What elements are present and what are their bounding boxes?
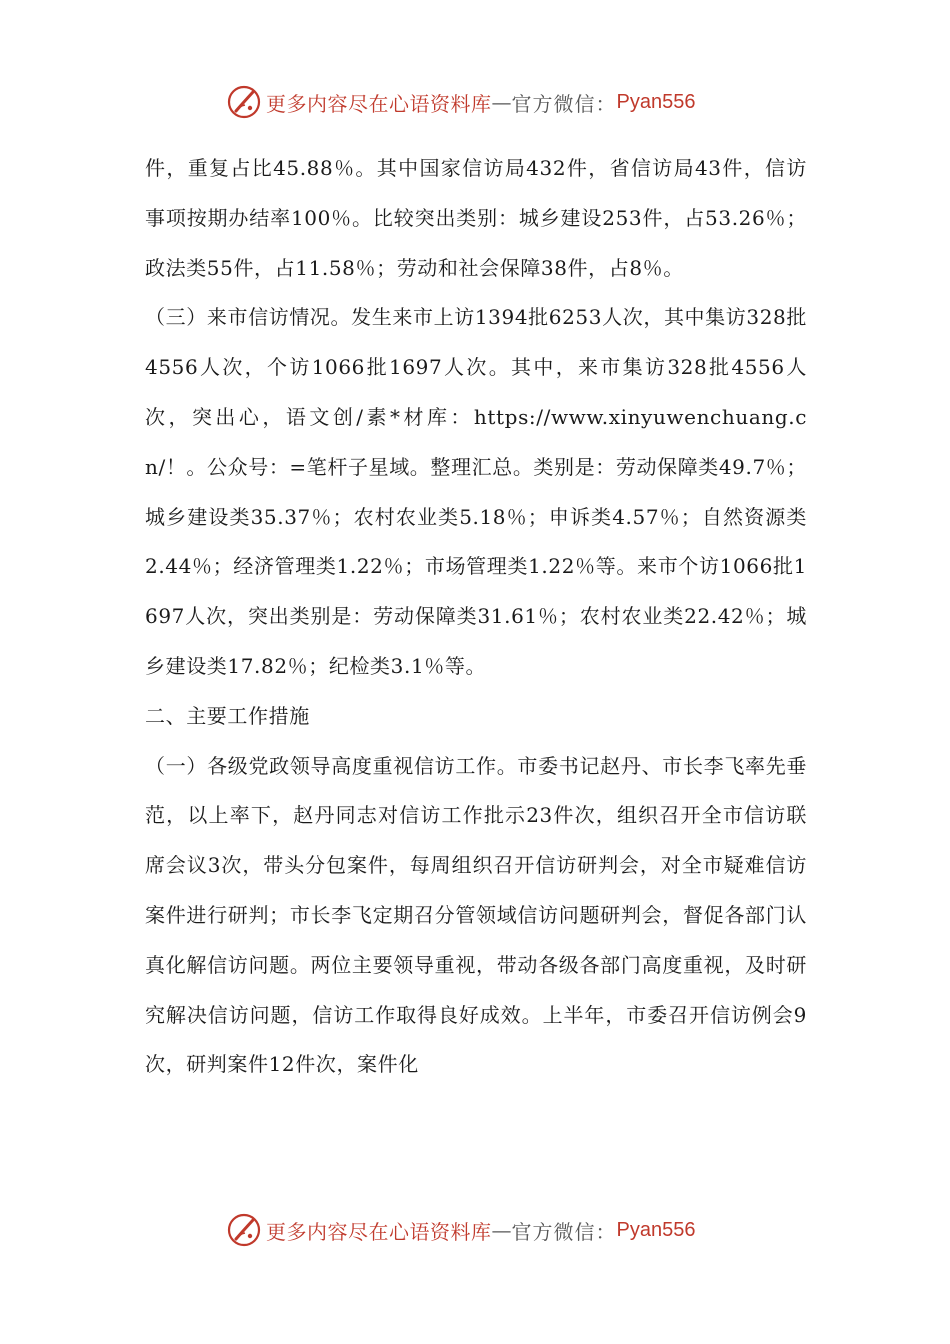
header-title: 更多内容尽在心语资料库 [266, 91, 492, 116]
footer-wechat-id: Pyan556 [616, 1218, 696, 1241]
paragraph-measures-1: （一）各级党政领导高度重视信访工作。市委书记赵丹、市长李飞率先垂范，以上率下，赵丹同志对信访工作批示23件次，组织召开全市信访联席会议3次，带头分包案件，每周组织召开信访研判会，对全市疑难信访案件进行研判；市长李飞定期召分管领域信访问题研判会，督促各部门认真化解信访问题。两位主要领导重视，带动各级各部门高度重视，及时研究解决信访问题，信访工作取得良好成效。上半年，市委召开信访例会9次，研判案件12件次，案件化 [145, 753, 807, 1077]
brush-logo-icon [226, 1212, 262, 1248]
header-wechat-label: 官方微信： [511, 91, 617, 116]
brush-logo-icon [226, 84, 262, 120]
paragraph-city-visits: （三）来市信访情况。发生来市上访1394批6253人次，其中集访328批4556人次，个访1066批1697人次。其中，来市集访328批4556人次，突出心，语文创/素*材库：https://www.xinyuwenchuang.cn/！。公众号：=笔杆子星域。整理汇总。类别是：劳动保障类49.7％；城乡建设类35.37％；农村农业类5.18％；申诉类4.57％；自然资源类2.44％；经济管理类1.22％；市场管理类1.22％等。来市个访1066批1697人次，突出类别是：劳动保障类31.61％；农村农业类22.42％；城乡建设类17.82％；纪检类3.1％等。 [145, 305, 807, 678]
header-banner [0, 82, 950, 122]
header-dash: — [491, 90, 512, 114]
paragraph-intro: 件，重复占比45.88％。其中国家信访局432件，省信访局43件，信访事项按期办结率100％。比较突出类别：城乡建设253件，占53.26％；政法类55件，占11.58％；劳动和社会保障38件，占8％。 [145, 156, 807, 280]
section-heading: 二、主要工作措施 [145, 703, 310, 728]
footer-dash: — [491, 1218, 512, 1242]
footer-banner [0, 1210, 950, 1250]
document-body [145, 144, 807, 1090]
footer-title: 更多内容尽在心语资料库 [266, 1219, 492, 1244]
header-wechat-id: Pyan556 [616, 90, 696, 113]
footer-wechat-label: 官方微信： [511, 1219, 617, 1244]
